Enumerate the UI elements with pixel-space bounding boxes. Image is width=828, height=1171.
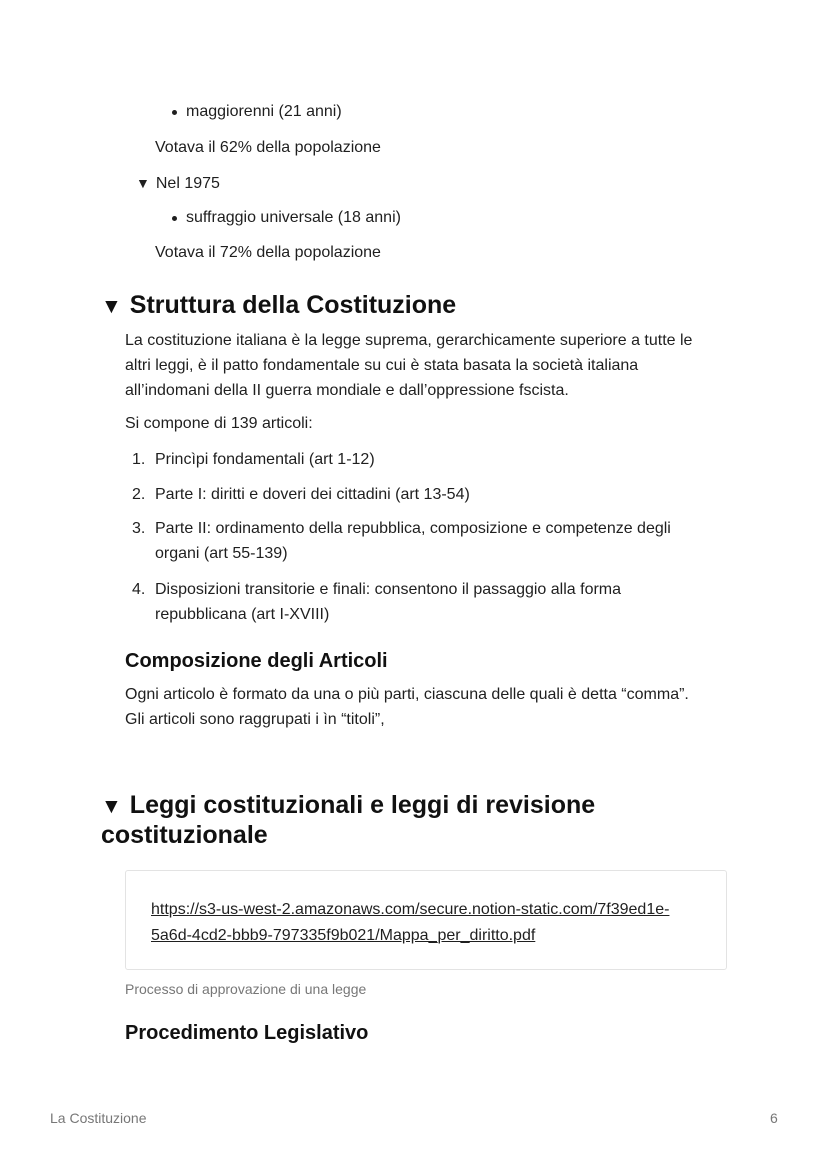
link-line[interactable]: 5a6d-4cd2-bbb9-797335f9b021/Mappa_per_diritto.pdf: [151, 927, 536, 944]
list-item-line: Parte II: ordinamento della repubblica, composizione e competenze degli: [155, 520, 671, 537]
paragraph-line: Gli articoli sono raggrupati i ìn “titoli”,: [125, 711, 385, 728]
triangle-down-icon[interactable]: ▼: [101, 795, 122, 818]
paragraph-line: all’indomani della II guerra mondiale e dall’oppressione fscista.: [125, 382, 569, 399]
triangle-down-icon[interactable]: ▼: [136, 175, 150, 191]
bullet-item-suffraggio: [186, 206, 401, 230]
heading-text: Struttura della Costituzione: [129, 291, 457, 319]
toggle-nel-1975[interactable]: [136, 171, 220, 196]
bullet-item-text: maggiorenni (21 anni): [186, 103, 342, 120]
footer-title: La Costituzione: [50, 1110, 147, 1126]
list-item: [155, 447, 375, 472]
subheading-procedimento: Procedimento Legislativo: [125, 1022, 369, 1044]
bullet-item-maggiorenni: [186, 100, 342, 124]
triangle-down-icon[interactable]: ▼: [101, 295, 122, 318]
toggle-label: Nel 1975: [155, 175, 220, 192]
paragraph-line: Ogni articolo è formato da una o più parti, ciascuna delle quali è detta “comma”.: [125, 686, 689, 703]
list-item: [155, 516, 671, 566]
bullet-item-text: suffraggio universale (18 anni): [186, 209, 401, 226]
link-line[interactable]: https://s3-us-west-2.amazonaws.com/secure.notion-static.com/7f39ed1e-: [151, 901, 670, 918]
composition-paragraph: [125, 682, 689, 732]
list-item-line: repubblicana (art I-XVIII): [155, 606, 330, 623]
list-item-line: organi (art 55-139): [155, 545, 288, 562]
list-item-line: Parte I: diritti e doveri dei cittadini (art 13-54): [155, 486, 470, 503]
list-number: 2.: [132, 486, 146, 503]
heading-leggi-line-2: costituzionale: [101, 821, 268, 849]
list-item-line: Princìpi fondamentali (art 1-12): [155, 451, 375, 468]
pdf-link[interactable]: [151, 897, 669, 949]
articles-intro: Si compone di 139 articoli:: [125, 415, 313, 432]
list-number: 4.: [132, 581, 146, 598]
subheading-composizione: Composizione degli Articoli: [125, 650, 388, 672]
list-item: [155, 577, 621, 627]
heading-leggi[interactable]: [101, 790, 595, 822]
paragraph-line: La costituzione italiana è la legge suprema, gerarchicamente superiore a tutte le: [125, 332, 693, 349]
structure-paragraph: [125, 328, 692, 403]
vote-percentage-1: Votava il 62% della popolazione: [155, 139, 381, 156]
list-number: 1.: [132, 451, 146, 468]
page-number: 6: [770, 1110, 778, 1126]
paragraph-line: altri leggi, è il patto fondamentale su cui è stata basata la società italiana: [125, 357, 639, 374]
list-number: 3.: [132, 520, 146, 537]
file-embed: [125, 870, 727, 970]
heading-struttura[interactable]: [101, 290, 456, 322]
vote-percentage-2: Votava il 72% della popolazione: [155, 244, 381, 261]
embed-caption: Processo di approvazione di una legge: [125, 981, 367, 997]
list-item-line: Disposizioni transitorie e finali: consentono il passaggio alla forma: [155, 581, 622, 598]
heading-text: Leggi costituzionali e leggi di revisione: [129, 791, 596, 819]
list-item: [155, 482, 470, 507]
